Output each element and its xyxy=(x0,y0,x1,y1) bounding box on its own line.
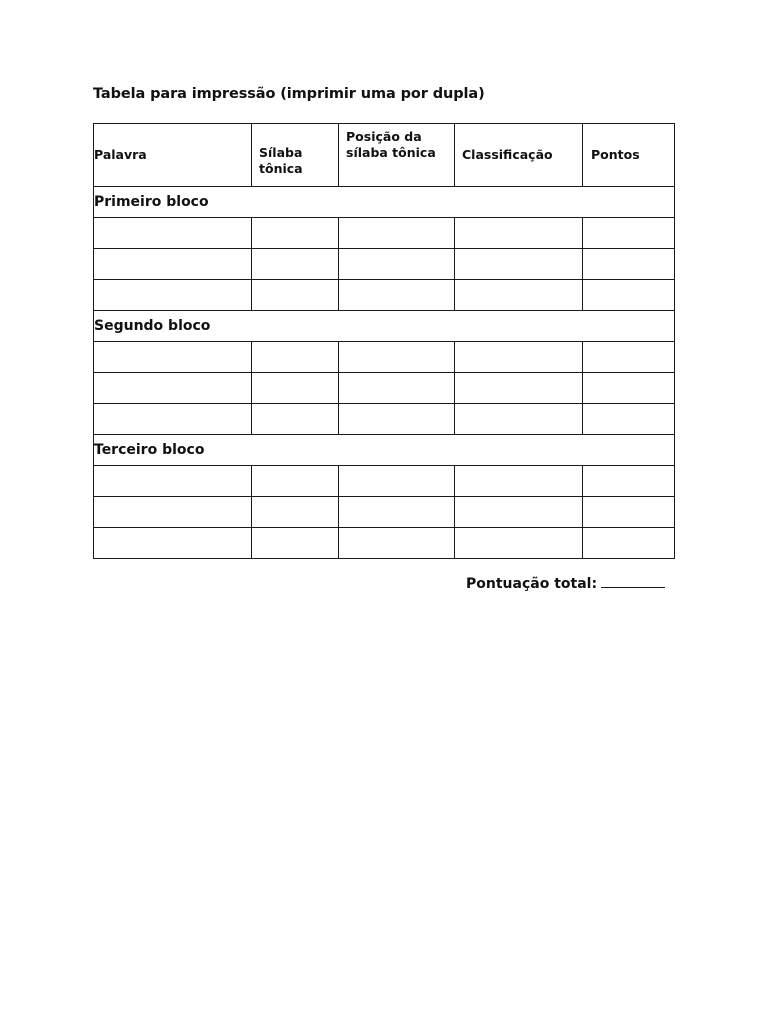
blank-cell[interactable] xyxy=(252,497,339,528)
header-silaba-tonica: Sílaba tônica xyxy=(252,124,339,187)
blank-cell[interactable] xyxy=(455,280,583,311)
blank-cell[interactable] xyxy=(94,528,252,559)
section-label: Terceiro bloco xyxy=(94,435,675,466)
blank-cell[interactable] xyxy=(455,249,583,280)
blank-cell[interactable] xyxy=(583,528,675,559)
blank-cell[interactable] xyxy=(455,218,583,249)
blank-cell[interactable] xyxy=(252,280,339,311)
blank-cell[interactable] xyxy=(252,466,339,497)
blank-cell[interactable] xyxy=(455,404,583,435)
blank-cell[interactable] xyxy=(252,218,339,249)
blank-cell[interactable] xyxy=(583,404,675,435)
blank-cell[interactable] xyxy=(583,466,675,497)
table-body xyxy=(94,187,675,559)
blank-cell[interactable] xyxy=(583,218,675,249)
blank-cell[interactable] xyxy=(339,280,455,311)
blank-cell[interactable] xyxy=(339,497,455,528)
blank-cell[interactable] xyxy=(339,528,455,559)
table-row xyxy=(94,528,675,559)
table-row xyxy=(94,497,675,528)
blank-cell[interactable] xyxy=(252,342,339,373)
blank-cell[interactable] xyxy=(94,497,252,528)
blank-cell[interactable] xyxy=(455,466,583,497)
table-row xyxy=(94,249,675,280)
blank-cell[interactable] xyxy=(94,342,252,373)
blank-cell[interactable] xyxy=(94,466,252,497)
blank-cell[interactable] xyxy=(94,404,252,435)
blank-cell[interactable] xyxy=(94,280,252,311)
table-row xyxy=(94,404,675,435)
blank-cell[interactable] xyxy=(339,404,455,435)
header-row xyxy=(94,124,675,187)
section-row xyxy=(94,435,675,466)
blank-cell[interactable] xyxy=(583,497,675,528)
blank-cell[interactable] xyxy=(455,342,583,373)
header-palavra: Palavra xyxy=(94,124,252,187)
blank-cell[interactable] xyxy=(339,373,455,404)
table-row xyxy=(94,373,675,404)
table-row xyxy=(94,218,675,249)
blank-cell[interactable] xyxy=(94,373,252,404)
table-row xyxy=(94,342,675,373)
page-title: Tabela para impressão (imprimir uma por dupla) xyxy=(93,86,485,102)
blank-cell[interactable] xyxy=(583,280,675,311)
blank-cell[interactable] xyxy=(339,342,455,373)
blank-cell[interactable] xyxy=(94,249,252,280)
total-score-label: Pontuação total: xyxy=(466,576,598,592)
blank-cell[interactable] xyxy=(252,404,339,435)
section-row xyxy=(94,311,675,342)
blank-cell[interactable] xyxy=(455,497,583,528)
table-row xyxy=(94,466,675,497)
blank-cell[interactable] xyxy=(252,528,339,559)
total-score xyxy=(466,573,665,592)
blank-cell[interactable] xyxy=(583,249,675,280)
blank-cell[interactable] xyxy=(583,373,675,404)
table-row xyxy=(94,280,675,311)
section-row xyxy=(94,187,675,218)
section-label: Segundo bloco xyxy=(94,311,675,342)
score-table xyxy=(93,123,675,559)
section-label: Primeiro bloco xyxy=(94,187,675,218)
blank-cell[interactable] xyxy=(583,342,675,373)
blank-cell[interactable] xyxy=(252,373,339,404)
blank-cell[interactable] xyxy=(339,218,455,249)
blank-cell[interactable] xyxy=(455,373,583,404)
header-classificacao: Classificação xyxy=(455,124,583,187)
total-score-blank[interactable] xyxy=(601,573,665,588)
header-posicao-silaba-tonica: Posição da sílaba tônica xyxy=(339,124,455,187)
blank-cell[interactable] xyxy=(94,218,252,249)
blank-cell[interactable] xyxy=(339,466,455,497)
blank-cell[interactable] xyxy=(455,528,583,559)
header-pontos: Pontos xyxy=(583,124,675,187)
blank-cell[interactable] xyxy=(252,249,339,280)
blank-cell[interactable] xyxy=(339,249,455,280)
